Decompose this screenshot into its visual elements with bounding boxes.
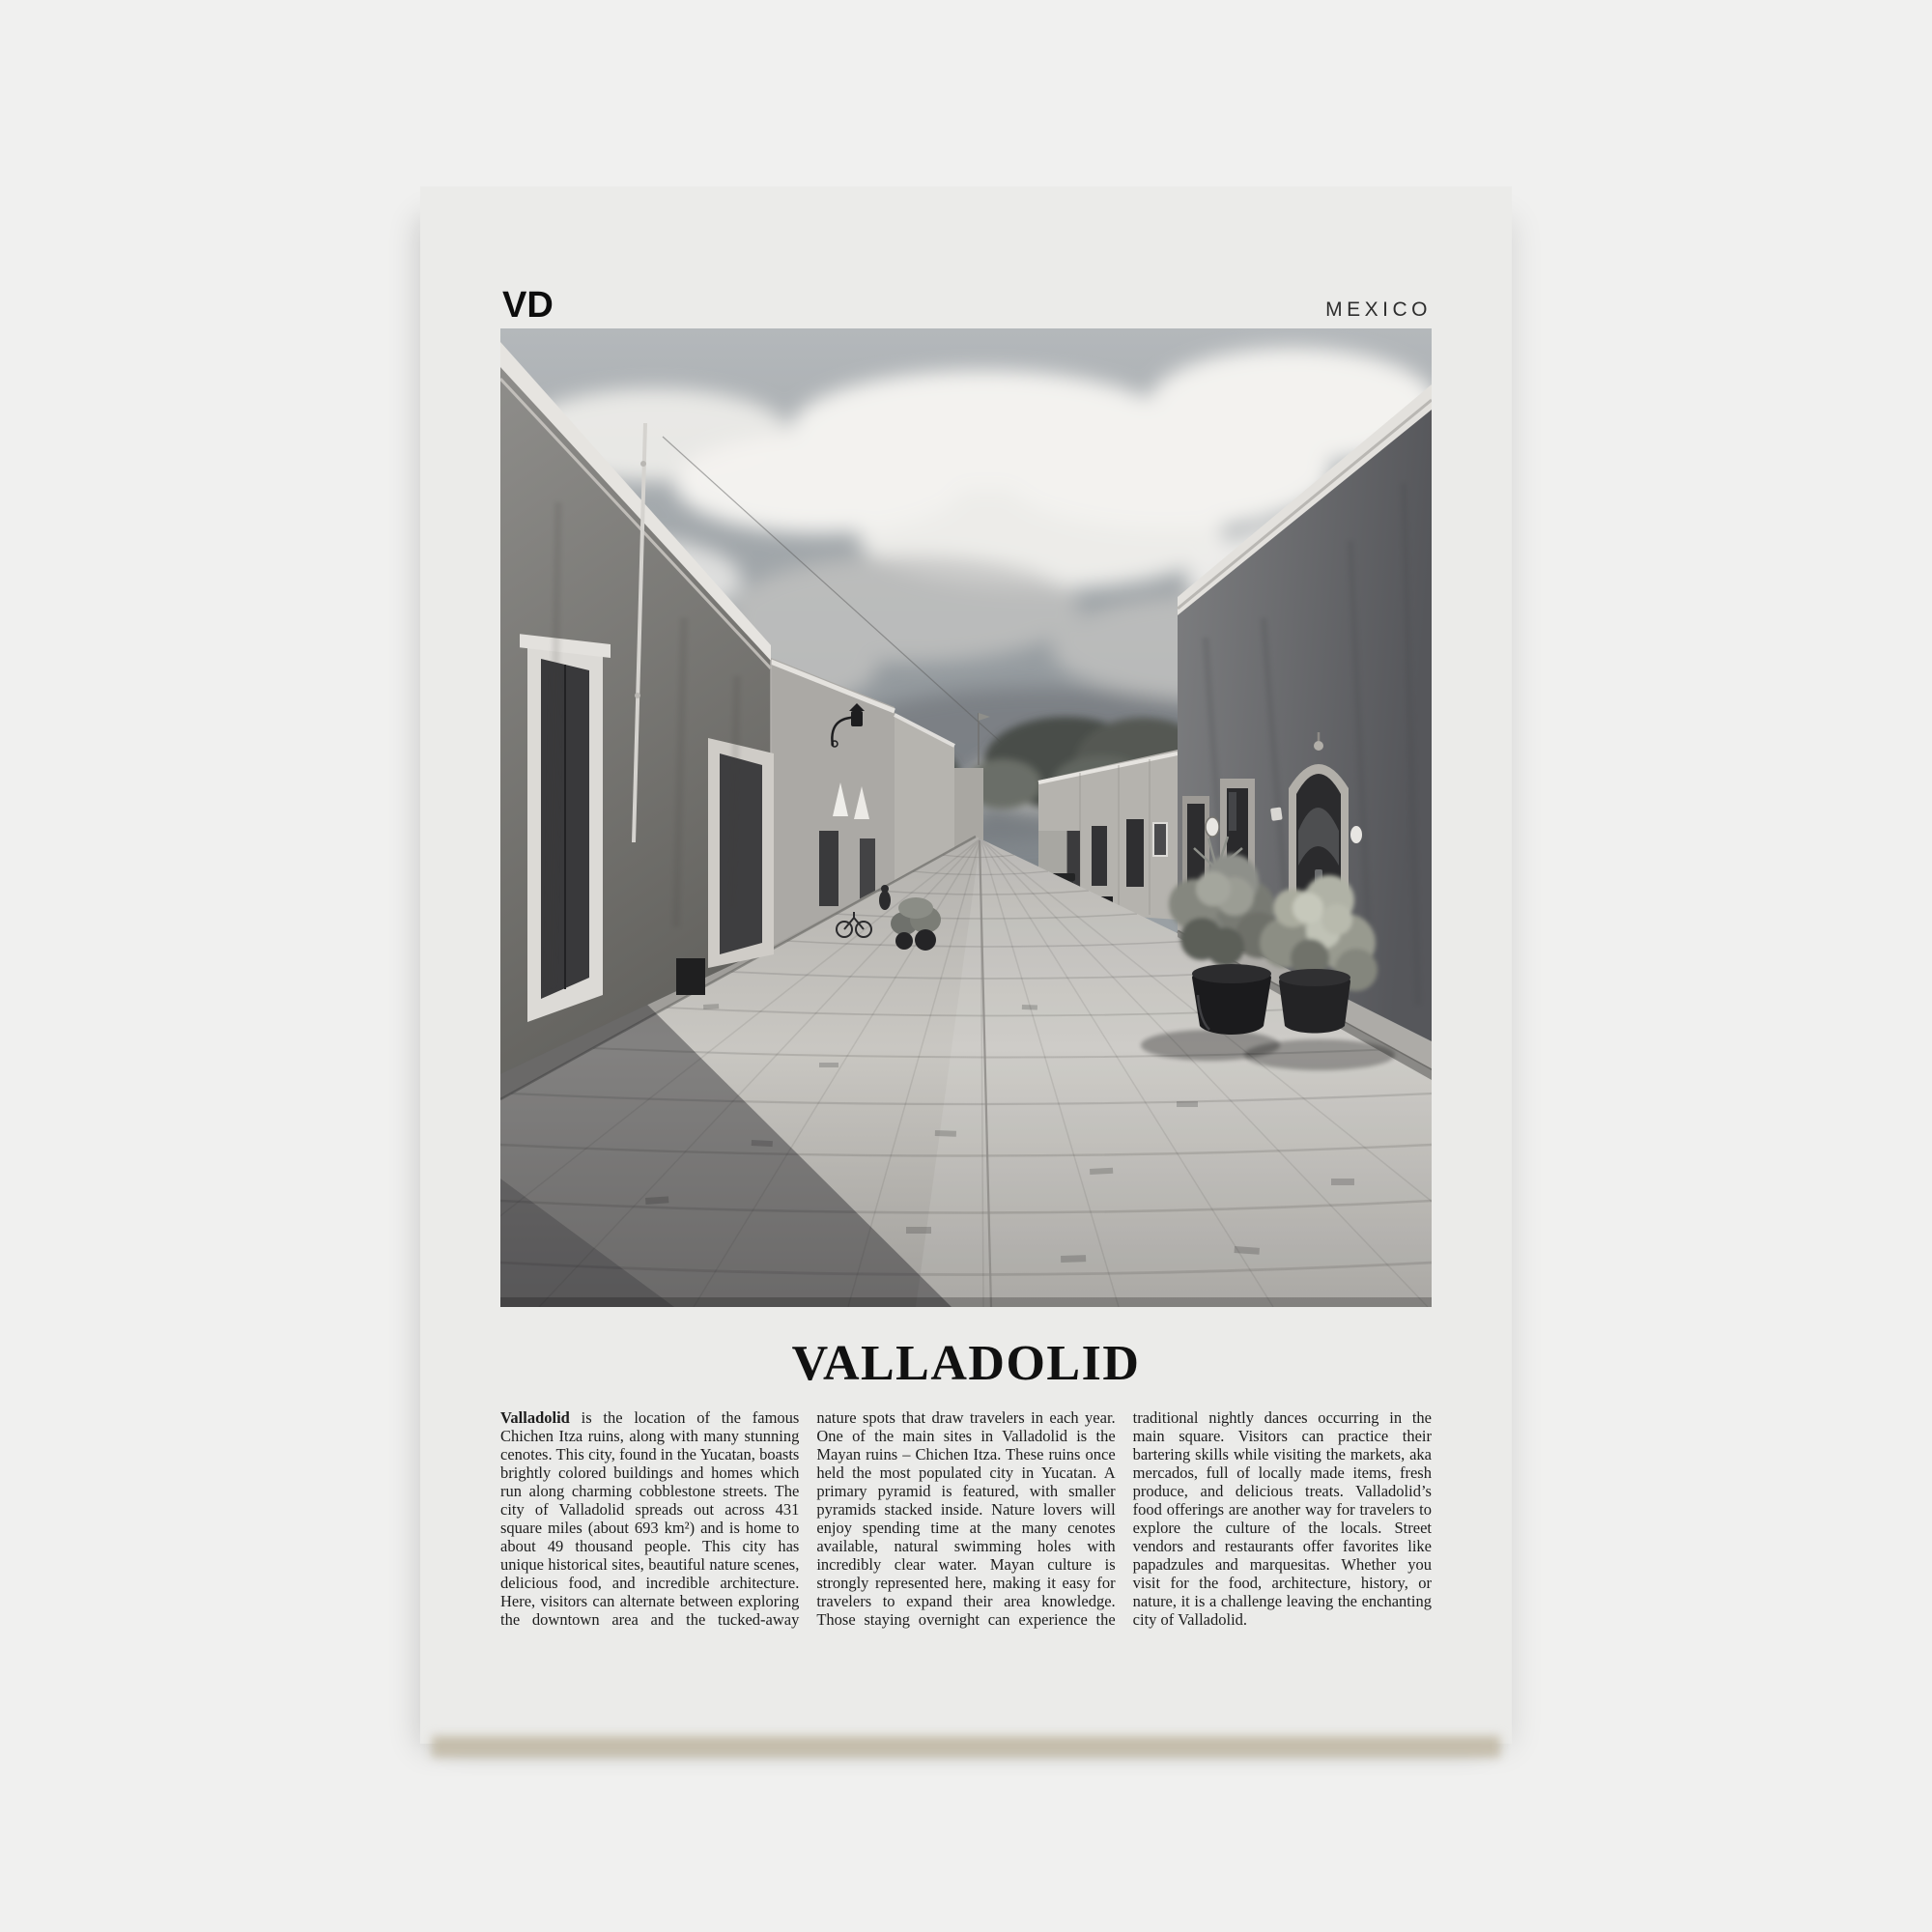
street-photo [500, 328, 1432, 1307]
article-text [500, 1409, 1432, 1655]
poster-title: VALLADOLID [791, 1336, 1141, 1391]
article-body: is the location of the famous Chichen Itza ruins, along with many stunning cenotes. This city, found in the Yucatan, boasts brightly colored buildings and homes which run along charming cobblestone streets. The city of Valladolid spreads out across 431 square miles (about 693 km²) and is home to about 49 thousand people. This city has unique historical sites, beautiful nature scenes, delicious food, and incredible architecture. Here, visitors can alternate between exploring the downtown area and the tucked-away nature spots that draw travelers in each year. One of the main sites in Valladolid is the Mayan ruins – Chichen Itza. These ruins once held the most populated city in Yucatan. A primary pyramid is featured, with smaller pyramids stacked inside. Nature lovers will enjoy spending time at the many cenotes available, natural swimming holes with incredibly clear water. Mayan culture is strongly represented here, making it easy for travelers to expand their area knowledge. Those staying overnight can experience the traditional nightly dances occurring in the main square. Visitors can practice their bartering skills while visiting the markets, aka mercados, full of locally made items, fresh produce, and delicious treats. Valladolid’s food offerings are another way for travelers to explore the culture of the locals. Street vendors and restaurants offer favorites like papadzules and marquesitas. Whether you visit for the food, architecture, history, or nature, it is a challenge leaving the enchanting city of Valladolid. [500, 1408, 1432, 1629]
article-paragraph [500, 1409, 1432, 1630]
poster [420, 186, 1512, 1744]
wall-plaque [1350, 826, 1362, 843]
left-door-2 [708, 738, 774, 968]
wall-meter-box [676, 958, 705, 995]
logo-vd: VD [502, 285, 554, 326]
article-lead-word: Valladolid [500, 1408, 570, 1427]
street-photo-svg [500, 328, 1432, 1307]
wall-plaque [1206, 817, 1219, 837]
left-door-1 [520, 634, 611, 1022]
wall-sconce [1270, 807, 1283, 820]
photo-bottom-shade [500, 1297, 1432, 1307]
country-label: MEXICO [1325, 298, 1432, 321]
